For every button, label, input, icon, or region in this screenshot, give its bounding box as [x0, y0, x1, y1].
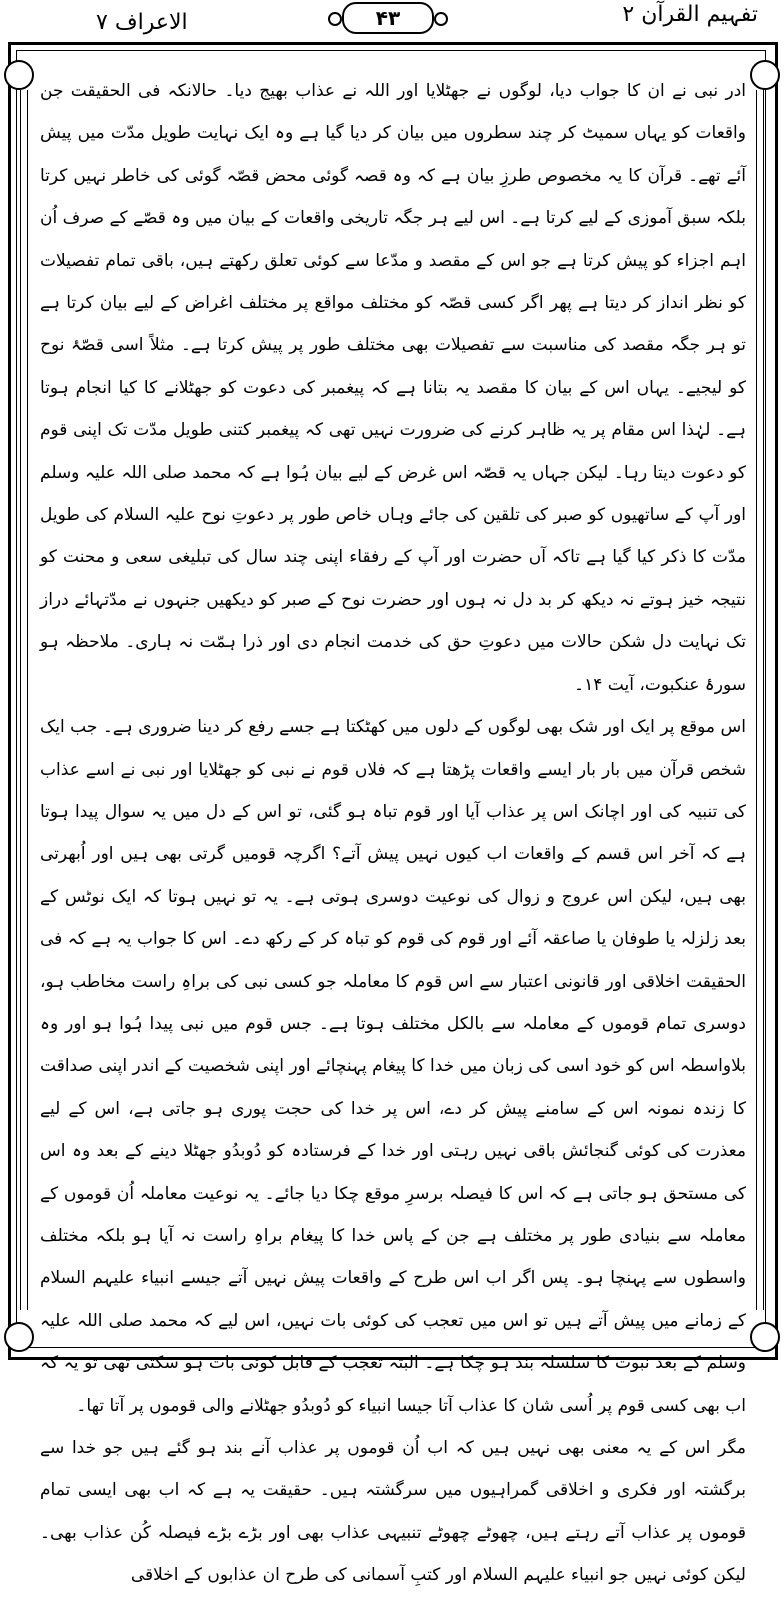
corner-ornament-bottom-right [750, 1322, 780, 1352]
book-title: تفہیم القرآن ۲ [622, 2, 758, 27]
paragraph-2: اس موقع پر ایک اور شک بھی لوگوں کے دلوں میں کھٹکتا ہے جسے رفع کر دینا ضروری ہے۔ جب ایک شخص قرآن میں بار بار ایسے واقعات پڑھتا ہے کہ فلاں قوم نے نبی کو جھٹلایا اور نبی نے اسے عذاب کی تنبیہ کی اور اچانک اس پر عذاب آیا اور قوم تباہ ہو گئی، تو اس کے دل میں یہ سوال پیدا ہوتا ہے کہ آخر اس قسم کے واقعات اب کیوں نہیں پیش آتے؟ اگرچہ قومیں گرتی بھی ہیں اور اُبھرتی بھی ہیں، لیکن اس عروج و زوال کی نوعیت دوسری ہوتی ہے۔ یہ تو نہیں ہوتا کہ ایک نوٹس کے بعد زلزلہ یا طوفان یا صاعقہ آئے اور قوم کی قوم کو تباہ کر کے رکھ دے۔ اس کا جواب یہ ہے کہ فی الحقیقت اخلاقی اور قانونی اعتبار سے اس قوم کا معاملہ جو کسی نبی کی براہِ راست مخاطب ہو، دوسری تمام قوموں کے معاملہ سے بالکل مختلف ہوتا ہے۔ جس قوم میں نبی پیدا ہُوا ہو اور وہ بلاواسطہ اس کو خود اسی کی زبان میں خدا کا پیغام پہنچائے اور اپنی شخصیت کے اندر اپنی صداقت کا زندہ نمونہ اس کے سامنے پیش کر دے، اس پر خدا کی حجت پوری ہو جاتی ہے، اس کے لیے معذرت کی کوئی گنجائش باقی نہیں رہتی اور خدا کے فرستادہ کو دُوبدُو جھٹلا دینے کے بعد وہ اس کی مستحق ہو جاتی ہے کہ اس کا فیصلہ برسرِ موقع چکا دیا جائے۔ یہ نوعیت معاملہ اُن قوموں کے معاملہ سے بنیادی طور پر مختلف ہے جن کے پاس خدا کا پیغام براہِ راست نہ آیا ہو بلکہ مختلف واسطوں سے پہنچا ہو۔ پس اگر اب اس طرح کے واقعات پیش نہیں آتے جیسے انبیاء علیہم السلام کے زمانے میں پیش آتے ہیں تو اس میں تعجب کی کوئی بات نہیں، اس لیے کہ محمد صلی اللہ علیہ وسلم کے بعد نبوت کا سلسلہ بند ہو چکا ہے۔ البتہ تعجب کے قابل کوئی بات ہو سکتی تھی تو یہ کہ اب بھی کسی قوم پر اُسی شان کا عذاب آتا جیسا انبیاء کو دُوبدُو جھٹلانے والی قوموں پر آتا تھا۔ [40, 717, 746, 1416]
corner-ornament-top-left [4, 60, 34, 90]
border-bar-left [20, 90, 28, 1310]
border-bar-right [756, 90, 764, 1310]
page-number-ornament [342, 2, 434, 34]
page-number: ۴۳ [375, 6, 401, 30]
paragraph-3: مگر اس کے یہ معنی بھی نہیں ہیں کہ اب اُن قوموں پر عذاب آنے بند ہو گئے ہیں جو خدا سے برگشتہ اور فکری و اخلاقی گمراہیوں میں سرگشتہ ہیں۔ حقیقت یہ ہے کہ اب بھی ایسی تمام قوموں پر عذاب آتے رہتے ہیں، چھوٹے چھوٹے تنبیہی عذاب بھی اور بڑے بڑے فیصلہ کُن عذاب بھی۔ لیکن کوئی نہیں جو انبیاء علیہم السلام اور کتبِ آسمانی کی طرح ان عذابوں کے اخلاقی [40, 1438, 746, 1586]
commentary-text [40, 70, 746, 1586]
page-header [0, 0, 784, 44]
surah-title: الاعراف ۷ [96, 10, 188, 35]
corner-ornament-bottom-left [4, 1322, 34, 1352]
corner-ornament-top-right [750, 60, 780, 90]
paragraph-1: ادر نبی نے ان کا جواب دیا، لوگوں نے جھٹلایا اور اللہ نے عذاب بھیج دیا۔ حالانکہ فی الحقیقت جن واقعات کو یہاں سمیٹ کر چند سطروں میں بیان کر دیا گیا ہے وہ ایک نہایت طویل مدّت میں پیش آئے تھے۔ قرآن کا یہ مخصوص طرزِ بیان ہے کہ وہ قصہ گوئی محض قصّہ گوئی کی خاطر نہیں کرتا بلکہ سبق آموزی کے لیے کرتا ہے۔ اس لیے ہر جگہ تاریخی واقعات کے بیان میں وہ قصّے کے صرف اُن اہم اجزاء کو پیش کرتا ہے جو اس کے مقصد و مدّعا سے کوئی تعلق رکھتے ہیں، باقی تمام تفصیلات کو نظر انداز کر دیتا ہے پھر اگر کسی قصّہ کو مختلف مواقع پر مختلف اغراض کے لیے بیان کرتا ہے تو ہر جگہ مقصد کی مناسبت سے تفصیلات بھی مختلف طور پر پیش کرتا ہے۔ مثلاً اسی قصّۂ نوح کو لیجیے۔ یہاں اس کے بیان کا مقصد یہ بتانا ہے کہ پیغمبر کی دعوت کو جھٹلانے کا کیا انجام ہوتا ہے۔ لہٰذا اس مقام پر یہ ظاہر کرنے کی ضرورت نہیں تھی کہ پیغمبر کتنی طویل مدّت تک اپنی قوم کو دعوت دیتا رہا۔ لیکن جہاں یہ قصّہ اس غرض کے لیے بیان ہُوا ہے کہ محمد صلی اللہ علیہ وسلم اور آپ کے ساتھیوں کو صبر کی تلقین کی جائے وہاں خاص طور پر دعوتِ نوح علیہ السلام کی طویل مدّت کا ذکر کیا گیا ہے تاکہ آں حضرت اور آپ کے رفقاء اپنی چند سال کی تبلیغی سعی و محنت کو نتیجہ خیز ہوتے نہ دیکھ کر بد دل نہ ہوں اور حضرت نوح کے صبر کو دیکھیں جنہوں نے مدّتہائے دراز تک نہایت دل شکن حالات میں دعوتِ حق کی خدمت انجام دی اور ذرا ہمّت نہ ہاری۔ ملاحظہ ہو سورۂ عنکبوت، آیت ۱۴۔ [40, 81, 746, 695]
